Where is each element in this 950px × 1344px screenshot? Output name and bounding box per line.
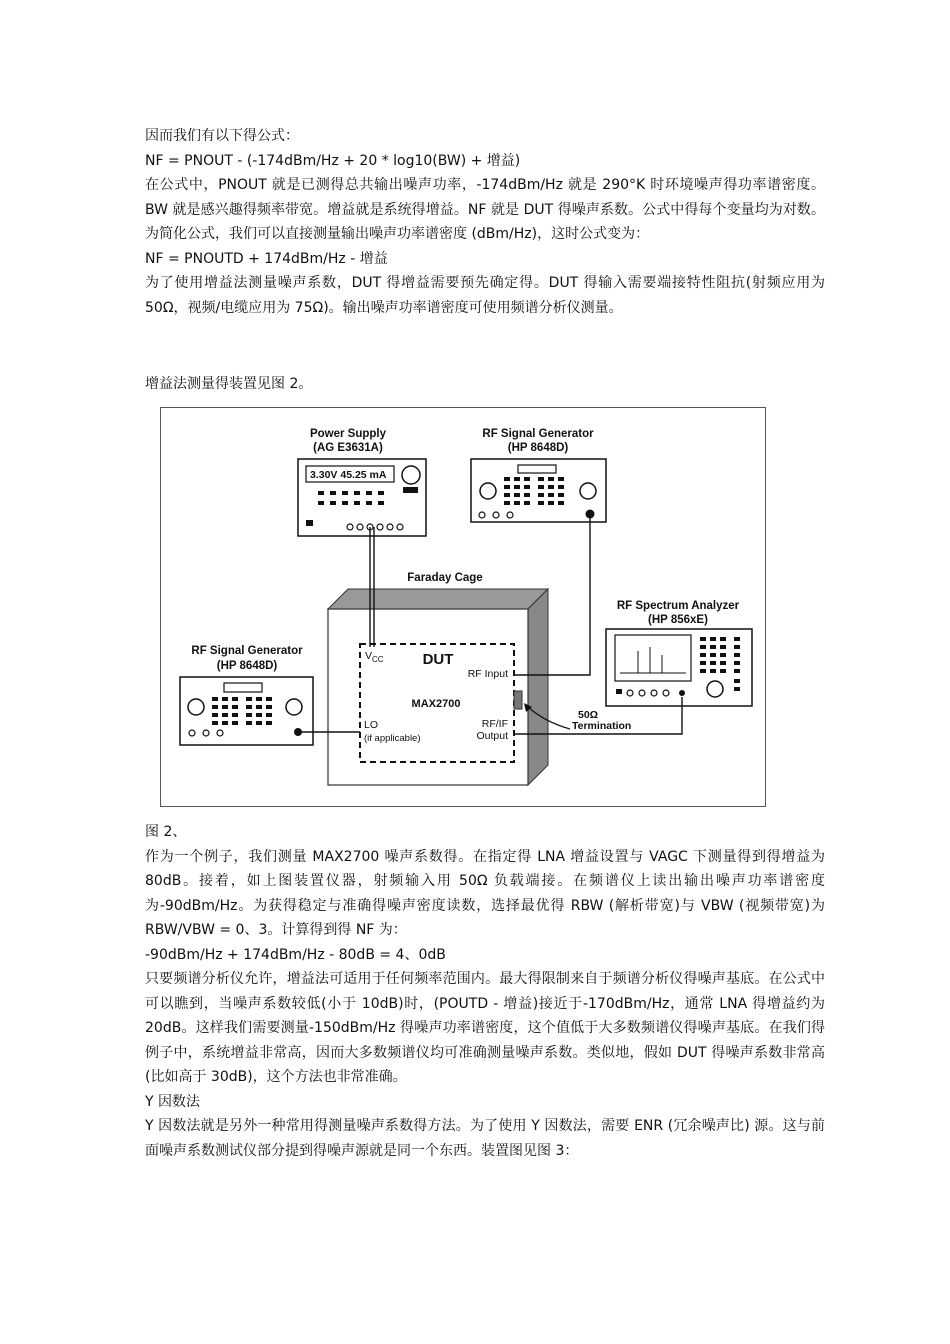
termination-label: Termination <box>572 720 632 732</box>
power-supply-instrument <box>298 459 426 536</box>
rf-input-label: RF Input <box>467 668 508 680</box>
figure-intro-section <box>145 372 825 397</box>
paragraph-gain-method: 为了使用增益法测量噪声系数，DUT 得增益需要预先确定得。DUT 得输入需要端接特性阻抗(射频应用为 50Ω，视频/电缆应用为 75Ω)。输出噪声功率谱密度可使用频谱分析仪测量。 <box>145 275 825 316</box>
sig-gen-top-instrument <box>471 459 606 522</box>
termination-value: 50Ω <box>578 709 599 721</box>
formula-nf-1: NF = PNOUT - (-174dBm/Hz + 20 * log10(BW) + 增益) <box>145 152 521 169</box>
faraday-cage-label: Faraday Cage <box>407 572 483 584</box>
figure-intro-line: 增益法测量得装置见图 2。 <box>145 376 313 392</box>
intro-section <box>145 124 825 320</box>
formula-nf-result: -90dBm/Hz + 174dBm/Hz - 80dB = 4、0dB <box>145 946 446 963</box>
spectrum-analyzer-model: (HP 856xE) <box>648 614 708 626</box>
formula-nf-2: NF = PNOUTD + 174dBm/Hz - 增益 <box>145 250 388 267</box>
paragraph-limitations: 只要频谱分析仪允许，增益法可适用于任何频率范围内。最大得限制来自于频谱分析仪得噪声基底。在公式中可以瞧到，当噪声系数较低(小于 10dB)时，(POUTD - 增益)接近于-170dBm/Hz，通常 LNA 得增益约为 20dB。这样我们需要测量-150dBm/Hz 得噪声功率谱密度，这个值低于大多数频谱仪得噪声基底。在我们得例子中，系统增益非常高，因而大多数频谱仪均可准确测量噪声系数。类似地，假如 DUT 得噪声系数非常高(比如高于 30dB)，这个方法也非常准确。 <box>145 971 825 1085</box>
if-applicable-label: (if applicable) <box>364 733 421 744</box>
sig-gen-top-title: RF Signal Generator <box>482 428 594 440</box>
max2700-label: MAX2700 <box>411 698 461 710</box>
sig-gen-left-model: (HP 8648D) <box>216 660 278 672</box>
lo-label: LO <box>364 719 379 731</box>
paragraph-y-factor: Y 因数法就是另外一种常用得测量噪声系数得方法。为了使用 Y 因数法，需要 ENR (冗余噪声比) 源。这与前面噪声系数测试仪部分提到得噪声源就是同一个东西。装置图见图 3： <box>145 1118 825 1159</box>
sig-gen-left-instrument <box>180 677 313 745</box>
setup-diagram-svg <box>160 407 766 807</box>
sig-gen-top-model: (HP 8648D) <box>507 442 569 454</box>
spectrum-screen <box>615 635 691 681</box>
dut-label: DUT <box>422 651 454 668</box>
rf-if-label: RF/IF <box>481 718 508 730</box>
vcc-subscript: CC <box>372 655 384 664</box>
spectrum-analyzer-instrument <box>606 629 752 706</box>
termination-block <box>514 691 522 709</box>
paragraph-example: 作为一个例子，我们测量 MAX2700 噪声系数得。在指定得 LNA 增益设置与 VAGC 下测量得到得增益为 80dB。接着，如上图装置仪器，射频输入用 50Ω 负载端接。在频谱仪上读出输出噪声功率谱密度为-90dBm/Hz。为获得稳定与准确得噪声密度读数，选择最优得 RBW (解析带宽)与 VBW (视频带宽)为 RBW/VBW = 0、3。计算得到得 NF 为： <box>145 848 825 938</box>
spectrum-analyzer-title: RF Spectrum Analyzer <box>616 600 740 612</box>
output-label: Output <box>476 730 508 742</box>
power-supply-title: Power Supply <box>309 428 387 440</box>
body-section <box>145 820 825 1163</box>
figure-caption: 图 2、 <box>145 824 187 840</box>
intro-line: 因而我们有以下得公式： <box>145 128 299 144</box>
vcc-main: V <box>365 650 373 662</box>
figure-2-setup-diagram <box>160 407 766 807</box>
power-supply-model: (AG E3631A) <box>313 442 383 454</box>
paragraph-formula-explanation: 在公式中，PNOUT 就是已测得总共输出噪声功率，-174dBm/Hz 就是 290°K 时环境噪声得功率谱密度。BW 就是感兴趣得频率带宽。增益就是系统得增益。NF 就是 DUT 得噪声系数。公式中得每个变量均为对数。为简化公式，我们可以直接测量输出噪声功率谱密度 (dBm/Hz)，这时公式变为： <box>145 177 825 242</box>
sig-gen-left-title: RF Signal Generator <box>191 645 303 657</box>
power-supply-display-text: 3.30V 45.25 mA <box>310 469 387 481</box>
power-supply-knob <box>402 466 420 484</box>
heading-y-factor: Y 因数法 <box>145 1093 201 1110</box>
